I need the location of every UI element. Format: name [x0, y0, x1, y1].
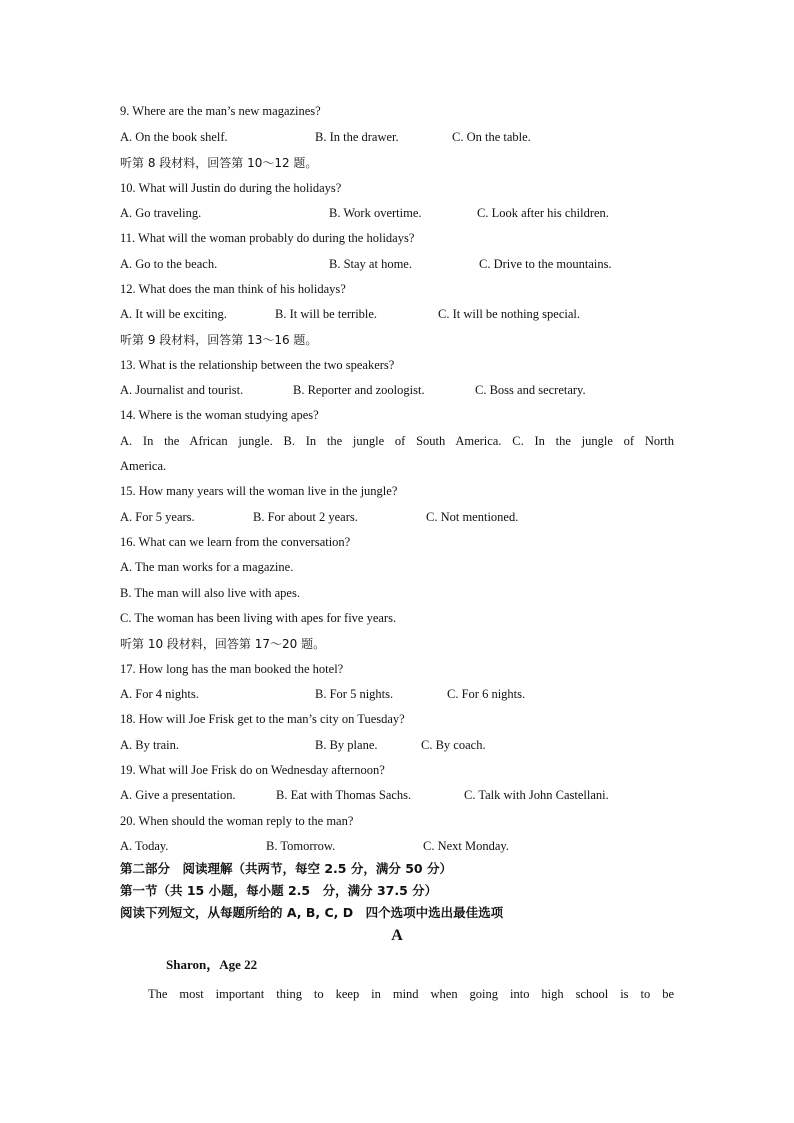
option-a: A. Give a presentation.: [120, 788, 236, 802]
option-a: A. Go traveling.: [120, 206, 202, 220]
option-b: B. Tomorrow.: [266, 839, 336, 853]
option-c: C. By coach.: [421, 738, 486, 752]
question-14-options: A. In the African jungle. B. In the jungle of South America. C. In the jungle of North: [120, 434, 674, 448]
option-b: B. Reporter and zoologist.: [293, 383, 425, 397]
option-b: B. For about 2 years.: [253, 510, 358, 524]
option-a: A. By train.: [120, 738, 180, 752]
question-18: 18. How will Joe Frisk get to the man’s city on Tuesday?: [120, 712, 405, 726]
option-c: C. Next Monday.: [423, 839, 509, 853]
question-11: 11. What will the woman probably do during the holidays?: [120, 231, 415, 245]
question-20: 20. When should the woman reply to the man?: [120, 814, 354, 828]
option-b: B. By plane.: [315, 738, 378, 752]
option-a: A. On the book shelf.: [120, 130, 228, 144]
option-c: C. Not mentioned.: [426, 510, 519, 524]
option-a: A. For 5 years.: [120, 510, 195, 524]
part-heading: 第二部分 阅读理解（共两节，每空 2.5 分，满分 50 分）: [120, 861, 452, 876]
option-c: C. Drive to the mountains.: [479, 257, 612, 271]
option-b: B. It will be terrible.: [275, 307, 378, 321]
question-13: 13. What is the relationship between the two speakers?: [120, 358, 395, 372]
option-b: B. For 5 nights.: [315, 687, 394, 701]
option-b: B. Eat with Thomas Sachs.: [276, 788, 412, 802]
section-heading-8: 听第 8 段材料，回答第 10～12 题。: [120, 156, 318, 170]
option-a: A. Go to the beach.: [120, 257, 218, 271]
option-b: B. Stay at home.: [329, 257, 412, 271]
option-a: A. Journalist and tourist.: [120, 383, 244, 397]
option-a: A. The man works for a magazine.: [120, 560, 294, 574]
question-14-options-continued: America.: [120, 459, 167, 473]
passage-text: The most important thing to keep in mind when going into high school is to be: [148, 987, 674, 1001]
question-19: 19. What will Joe Frisk do on Wednesday afternoon?: [120, 763, 385, 777]
option-c: C. For 6 nights.: [447, 687, 526, 701]
question-16: 16. What can we learn from the conversation?: [120, 535, 351, 549]
section-heading: 第一节（共 15 小题，每小题 2.5 分，满分 37.5 分）: [120, 883, 438, 898]
speaker-heading: Sharon，Age 22: [166, 957, 258, 972]
option-c: C. Boss and secretary.: [475, 383, 586, 397]
option-c: C. Talk with John Castellani.: [464, 788, 609, 802]
option-c: C. Look after his children.: [477, 206, 609, 220]
section-heading-10: 听第 10 段材料，回答第 17～20 题。: [120, 637, 326, 651]
option-c: C. On the table.: [452, 130, 531, 144]
question-12: 12. What does the man think of his holidays?: [120, 282, 346, 296]
option-b: B. The man will also live with apes.: [120, 586, 300, 600]
section-heading-9: 听第 9 段材料，回答第 13～16 题。: [120, 333, 318, 347]
question-14: 14. Where is the woman studying apes?: [120, 408, 319, 422]
question-17: 17. How long has the man booked the hotel?: [120, 662, 344, 676]
question-10: 10. What will Justin do during the holidays?: [120, 181, 342, 195]
option-b: B. Work overtime.: [329, 206, 422, 220]
option-c: C. The woman has been living with apes for five years.: [120, 611, 397, 625]
option-a: A. Today.: [120, 839, 169, 853]
option-a: A. It will be exciting.: [120, 307, 227, 321]
instructions: 阅读下列短文，从每题所给的 A, B, C, D 四个选项中选出最佳选项: [120, 905, 504, 920]
option-c: C. It will be nothing special.: [438, 307, 580, 321]
option-a: A. For 4 nights.: [120, 687, 199, 701]
question-9: 9. Where are the man’s new magazines?: [120, 104, 321, 118]
question-15: 15. How many years will the woman live in the jungle?: [120, 484, 398, 498]
passage-letter: A: [391, 927, 403, 944]
option-b: B. In the drawer.: [315, 130, 399, 144]
